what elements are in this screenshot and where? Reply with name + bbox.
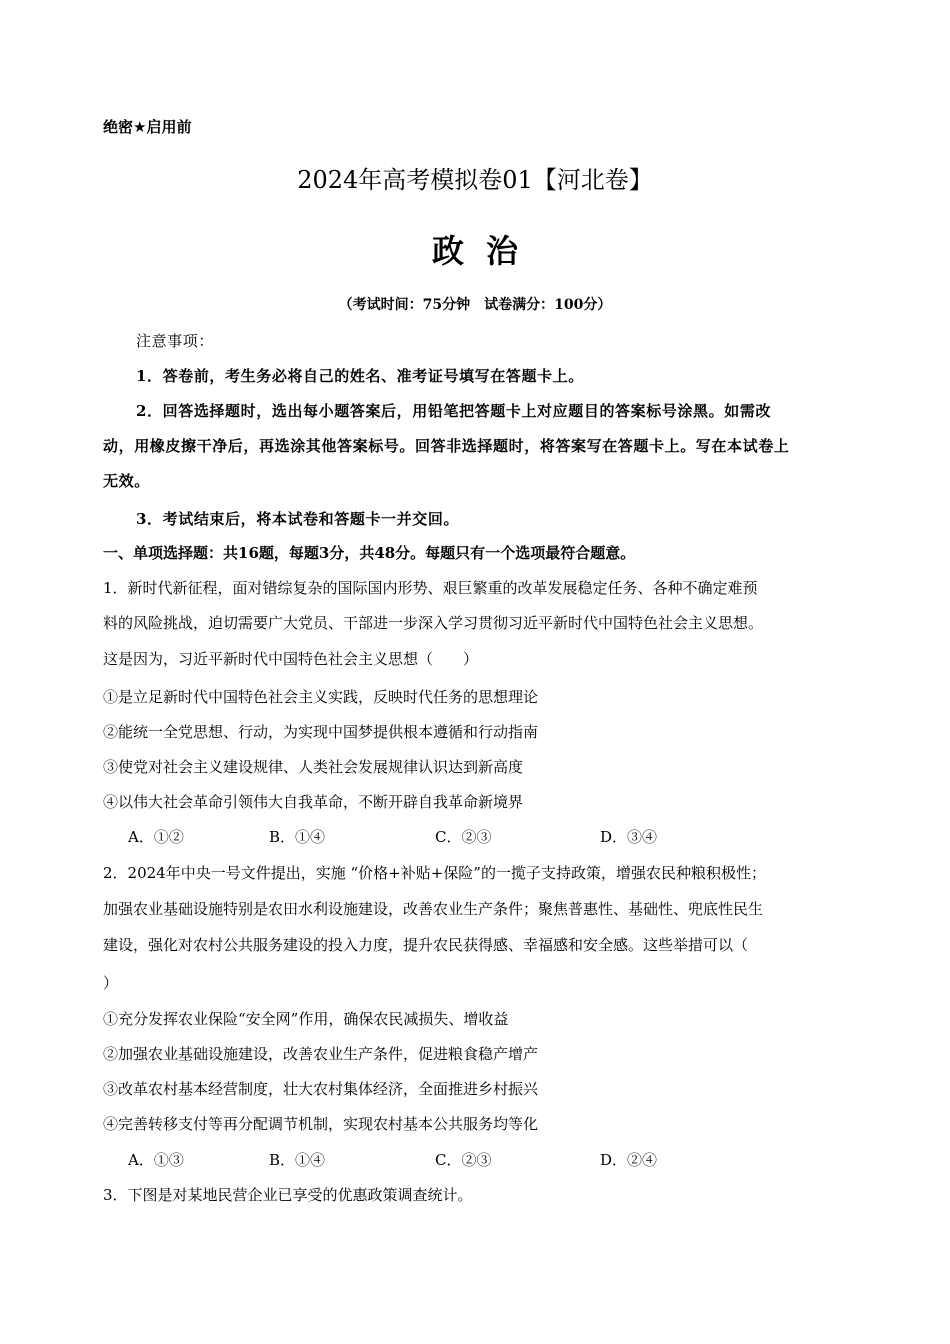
question-stem-line: ） — [103, 974, 119, 992]
question-stem-line: 料的风险挑战，迫切需要广大党员、干部进一步深入学习贯彻习近平新时代中国特色社会主义思想。 — [103, 614, 764, 632]
notes-heading: 注意事项： — [136, 332, 215, 350]
option-b[interactable]: B．①④ — [269, 1151, 326, 1169]
question-item: ②能统一全党思想、行动，为实现中国梦提供根本遵循和行动指南 — [103, 723, 539, 741]
option-a[interactable]: A．①③ — [128, 1151, 184, 1169]
question-stem-line: 这是因为，习近平新时代中国特色社会主义思想（ ） — [103, 650, 479, 668]
option-b[interactable]: B．①④ — [269, 828, 326, 846]
question-item: ①是立足新时代中国特色社会主义实践，反映时代任务的思想理论 — [103, 688, 539, 706]
answer-options — [128, 1149, 828, 1171]
exam-info: （考试时间：75分钟 试卷满分：100分） — [338, 297, 612, 313]
question-stem-line: 1．新时代新征程，面对错综复杂的国际国内形势、艰巨繁重的改革发展稳定任务、各种不确定难预 — [103, 579, 758, 597]
subject-title: 政治 — [431, 232, 540, 270]
note-line: 3．考试结束后，将本试卷和答题卡一并交回。 — [136, 510, 460, 528]
exam-title: 2024年高考模拟卷01【河北卷】 — [297, 166, 653, 194]
question-item: ①充分发挥农业保险“安全网”作用，确保农民减损失、增收益 — [103, 1010, 509, 1028]
secret-label: 绝密★启用前 — [103, 118, 192, 136]
note-line: 2．回答选择题时，选出每小题答案后，用铅笔把答题卡上对应题目的答案标号涂黑。如需改 — [136, 402, 772, 420]
note-line: 无效。 — [103, 472, 150, 490]
question-stem-line: 3．下图是对某地民营企业已享受的优惠政策调查统计。 — [103, 1186, 473, 1204]
option-c[interactable]: C．②③ — [435, 1151, 492, 1169]
option-d[interactable]: D．③④ — [600, 828, 658, 846]
option-c[interactable]: C．②③ — [435, 828, 492, 846]
question-item: ③改革农村基本经营制度，壮大农村集体经济，全面推进乡村振兴 — [103, 1080, 539, 1098]
question-stem-line: 建设，强化对农村公共服务建设的投入力度，提升农民获得感、幸福感和安全感。这些举措可以（ — [103, 936, 749, 954]
question-item: ④完善转移支付等再分配调节机制，实现农村基本公共服务均等化 — [103, 1115, 539, 1133]
question-item: ②加强农业基础设施建设，改善农业生产条件，促进粮食稳产增产 — [103, 1045, 539, 1063]
note-line: 1．答卷前，考生务必将自己的姓名、准考证号填写在答题卡上。 — [136, 367, 584, 385]
question-stem-line: 2．2024年中央一号文件提出，实施 “价格+补贴+保险”的一揽子支持政策，增强农民种粮积极性； — [103, 864, 766, 882]
option-a[interactable]: A．①② — [128, 828, 184, 846]
question-stem-line: 加强农业基础设施特别是农田水利设施建设，改善农业生产条件；聚焦普惠性、基础性、兜底性民生 — [103, 900, 764, 918]
option-d[interactable]: D．②④ — [600, 1151, 658, 1169]
section-heading: 一、单项选择题：共16题，每题3分，共48分。每题只有一个选项最符合题意。 — [103, 544, 636, 562]
note-line: 动，用橡皮擦干净后，再选涂其他答案标号。回答非选择题时，将答案写在答题卡上。写在本试卷上 — [103, 437, 790, 455]
question-item: ④以伟大社会革命引领伟大自我革命，不断开辟自我革命新境界 — [103, 793, 524, 811]
answer-options — [128, 826, 828, 848]
question-item: ③使党对社会主义建设规律、人类社会发展规律认识达到新高度 — [103, 758, 524, 776]
